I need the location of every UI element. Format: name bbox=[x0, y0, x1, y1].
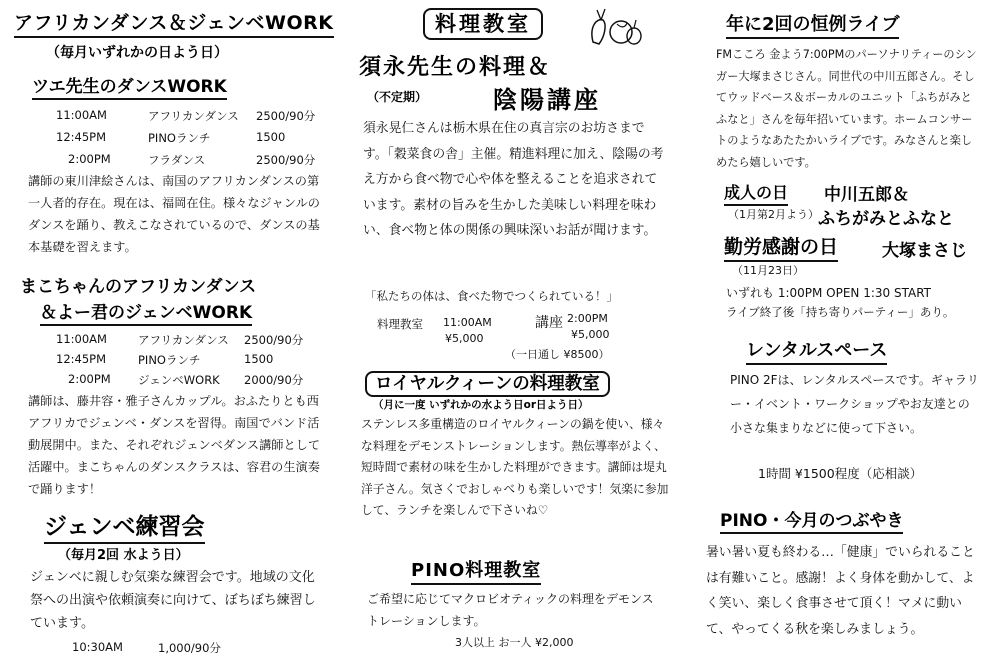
seijin-day-date: （1月第2月よう） bbox=[728, 208, 819, 221]
kinro-day-artist: 大塚まさじ bbox=[882, 241, 967, 261]
seijin-day-label: 成人の日 bbox=[724, 180, 788, 206]
lecture-price: ¥5,000 bbox=[571, 328, 610, 341]
row-price: 1,000/90分 bbox=[158, 641, 221, 655]
column-african-dance bbox=[10, 0, 334, 660]
royal-queen-title-box: ロイヤルクィーンの料理教室 bbox=[365, 371, 610, 397]
row-name: PINOランチ bbox=[138, 353, 201, 367]
mako-workshop-title-line2: ＆よー君のジェンベWORK bbox=[40, 298, 252, 326]
row-time: 11:00AM bbox=[56, 332, 107, 346]
after-party-note: ライブ終了後「持ち寄りパーティー」あり。 bbox=[726, 305, 955, 319]
row-name: アフリカンダンス bbox=[148, 109, 239, 123]
pino-cooking-title: PINO料理教室 bbox=[411, 556, 541, 585]
cooking-class-price: ¥5,000 bbox=[445, 332, 484, 345]
row-name: PINOランチ bbox=[148, 131, 211, 145]
royal-queen-subtitle: （月に一度 いずれかの水よう日or日よう日） bbox=[373, 399, 589, 411]
djembe-practice-subtitle: （毎月2回 水よう日） bbox=[58, 548, 189, 563]
sunaga-class-title-line2: 陰陽講座 bbox=[493, 86, 601, 114]
row-name: アフリカンダンス bbox=[138, 333, 229, 347]
rental-space-title: レンタルスペース bbox=[746, 336, 887, 365]
row-price: 1500 bbox=[256, 130, 286, 144]
row-time: 2:00PM bbox=[68, 152, 111, 166]
row-price: 2500/90分 bbox=[244, 333, 304, 347]
cooking-class-label: 料理教室 bbox=[377, 317, 423, 331]
row-time: 2:00PM bbox=[68, 372, 111, 386]
lecture-time: 2:00PM bbox=[567, 312, 608, 325]
through-ticket-price: （一日通し ¥8500） bbox=[505, 348, 610, 361]
tsue-workshop-title: ツエ先生のダンスWORK bbox=[32, 72, 227, 100]
rental-space-description: PINO 2Fは、レンタルスペースです。ギャラリー・イベント・ワークショップやお友達との小さな集まりなどに使って下さい。 bbox=[730, 373, 979, 435]
tsubuyaki-description: 暑い暑い夏も終わる…「健康」でいられることは有難いこと。感謝！よく身体を動かして、よく笑い、楽しく食事させて頂く！マメに動いて、やってくる秋を楽しみましょう。 bbox=[706, 545, 975, 637]
sunaga-class-subtitle: （不定期） bbox=[367, 90, 428, 104]
kinro-day-date: （11月23日） bbox=[732, 264, 804, 277]
kinro-day-label: 勤労感謝の日 bbox=[724, 232, 838, 262]
mako-workshop-title-line1: まこちゃんのアフリカンダンス bbox=[20, 277, 257, 297]
row-time: 12:45PM bbox=[56, 352, 106, 366]
seijin-day-artist-line1: 中川五郎＆ bbox=[824, 185, 909, 205]
live-description: FMこころ 金よう7:00PMのパーソナリティーのシンガー大塚まさじさん。同世代の中川五郎さん。そしてウッドベース＆ボーカルのユニット「ふちがみとふなと」さんを毎年招いています。ホームコンサートのようなあたたかいライブです。みなさんと楽しめたら嬉しいです。 bbox=[716, 48, 977, 169]
row-price: 2500/90分 bbox=[256, 153, 316, 167]
sunaga-description: 須永晃仁さんは栃木県在住の真言宗のお坊さまです。「穀菜食の舎」主催。精進料理に加え、陰陽の考え方から食べ物で心や体を整えることを追求されています。素材の旨みを生かした美味しい料理を味わい、食べ物と体の関係の興味深いお話が聞けます。 bbox=[363, 121, 664, 238]
pino-cooking-description: ご希望に応じてマクロビオティックの料理をデモンストレーションします。 bbox=[367, 592, 654, 628]
row-name: フラダンス bbox=[148, 153, 206, 167]
row-price: 2000/90分 bbox=[244, 373, 304, 387]
tsubuyaki-title: PINO・今月のつぶやき bbox=[720, 506, 903, 534]
djembe-practice-description: ジェンベに親しむ気楽な練習会です。地域の文化祭への出演や依頼演奏に向けて、ぼちぼち練習しています。 bbox=[30, 570, 316, 631]
row-time: 12:45PM bbox=[56, 130, 106, 144]
pino-cooking-price: 3人以上 お一人 ¥2,000 bbox=[455, 636, 574, 649]
row-price: 2500/90分 bbox=[256, 109, 316, 123]
royal-queen-description: ステンレス多重構造のロイヤルクィーンの鍋を使い、様々な料理をデモンストレーションします。熱伝導率がよく、短時間で素材の味を生かした料理ができます。講師は堤丸洋子さん。気さくでおしゃべりも楽しいです！気楽に参加して、ランチを楽しんで下さいね♡ bbox=[361, 417, 669, 517]
rental-space-price: 1時間 ¥1500程度（応相談） bbox=[758, 466, 923, 481]
row-time: 10:30AM bbox=[72, 640, 123, 654]
cooking-title-box: 料理教室 bbox=[423, 8, 543, 40]
live-open-start-times: いずれも 1:00PM OPEN 1:30 START bbox=[726, 286, 932, 300]
column-cooking-class bbox=[345, 0, 675, 660]
djembe-practice-title: ジェンベ練習会 bbox=[44, 508, 205, 544]
column-live-events bbox=[690, 0, 990, 660]
lecture-label: 講座 bbox=[535, 315, 563, 331]
section-title-live: 年に2回の恒例ライブ bbox=[726, 10, 899, 39]
tsue-description: 講師の東川津絵さんは、南国のアフリカンダンスの第一人者的存在。現在は、福岡在住。様々なジャンルのダンスを踊り、教えこなされているので、ダンスの基本基礎を習えます。 bbox=[28, 174, 320, 254]
seijin-day-artist-line2: ふちがみとふなと bbox=[818, 209, 954, 229]
row-time: 11:00AM bbox=[56, 108, 107, 122]
section-title-african-dance: アフリカンダンス＆ジェンベWORK bbox=[14, 8, 334, 38]
sunaga-quote: 「私たちの体は、食べた物でつくられている！」 bbox=[365, 289, 618, 303]
cooking-class-time: 11:00AM bbox=[443, 316, 492, 329]
sunaga-class-title: 須永先生の料理＆ bbox=[359, 55, 552, 80]
section-subtitle-schedule: （毎月いずれかの日よう日） bbox=[46, 45, 228, 61]
row-price: 1500 bbox=[244, 352, 274, 366]
mako-description: 講師は、藤井容・雅子さんカップル。おふたりとも西アフリカでジェンベ・ダンスを習得。南国でバンド活動展開中。また、それぞれジェンベダンス講師として活躍中。まこちゃんのダンスクラスは、容君の生演奏で踊ります！ bbox=[28, 394, 321, 496]
royal-queen-title bbox=[365, 370, 610, 395]
section-title-cooking bbox=[423, 8, 543, 38]
vegetable-illustration-icon bbox=[587, 6, 643, 46]
row-name: ジェンベWORK bbox=[138, 373, 220, 387]
